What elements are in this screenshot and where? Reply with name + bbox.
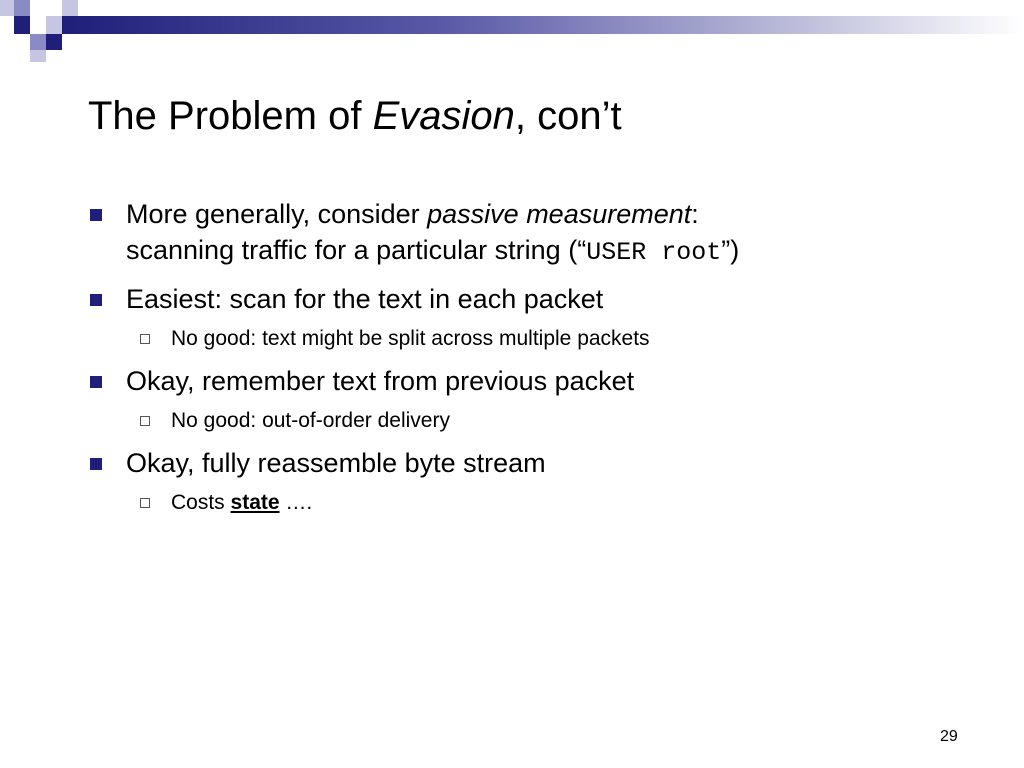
hollow-square-bullet-icon	[140, 416, 150, 426]
square-bullet-icon	[90, 209, 102, 221]
sub-bullet-text: No good: out-of-order delivery	[171, 409, 450, 432]
deco-square	[46, 34, 62, 50]
square-bullet-icon	[90, 376, 102, 388]
bullet-code: USER root	[586, 238, 722, 267]
sub-bullet-item	[88, 489, 948, 517]
deco-square	[0, 0, 14, 16]
sub-bullet-item	[88, 407, 948, 435]
bullet-item	[88, 363, 948, 399]
bullet-text: :	[691, 199, 699, 229]
bullet-text: Okay, remember text from previous packet	[126, 366, 635, 396]
square-bullet-icon	[90, 458, 102, 470]
header-gradient-bar	[62, 16, 1024, 34]
hollow-square-bullet-icon	[140, 498, 150, 508]
title-main: The Problem of	[88, 94, 373, 138]
page-number: 29	[940, 728, 958, 745]
deco-square	[46, 16, 62, 34]
bullet-item	[88, 445, 948, 481]
title-suffix: , con’t	[514, 94, 622, 138]
deco-square	[30, 50, 46, 62]
deco-square	[30, 34, 46, 50]
header-decoration	[0, 0, 1024, 70]
bullet-text: Okay, fully reassemble byte stream	[126, 448, 546, 478]
bullet-item	[88, 196, 948, 271]
bullet-text: More generally, consider	[126, 199, 428, 229]
bullet-text: scanning traffic for a particular string (“	[126, 235, 587, 265]
bullet-text: Easiest: scan for the text in each packet	[126, 284, 604, 314]
sub-bullet-text: No good: text might be split across multiple packets	[171, 327, 650, 350]
sub-bullet-item	[88, 325, 948, 353]
hollow-square-bullet-icon	[140, 334, 150, 344]
bullet-list	[88, 196, 948, 527]
bullet-text: ”)	[721, 235, 740, 265]
deco-square	[14, 16, 30, 34]
bullet-item	[88, 281, 948, 317]
square-bullet-icon	[90, 294, 102, 306]
sub-bullet-text: ….	[279, 491, 313, 514]
slide-title	[88, 92, 622, 140]
deco-square	[14, 0, 30, 16]
deco-square	[62, 0, 78, 16]
sub-bullet-emphasis: state	[230, 491, 280, 514]
title-emphasis: Evasion	[372, 94, 515, 138]
bullet-emphasis: passive measurement	[427, 199, 692, 229]
sub-bullet-text: Costs	[171, 491, 231, 514]
